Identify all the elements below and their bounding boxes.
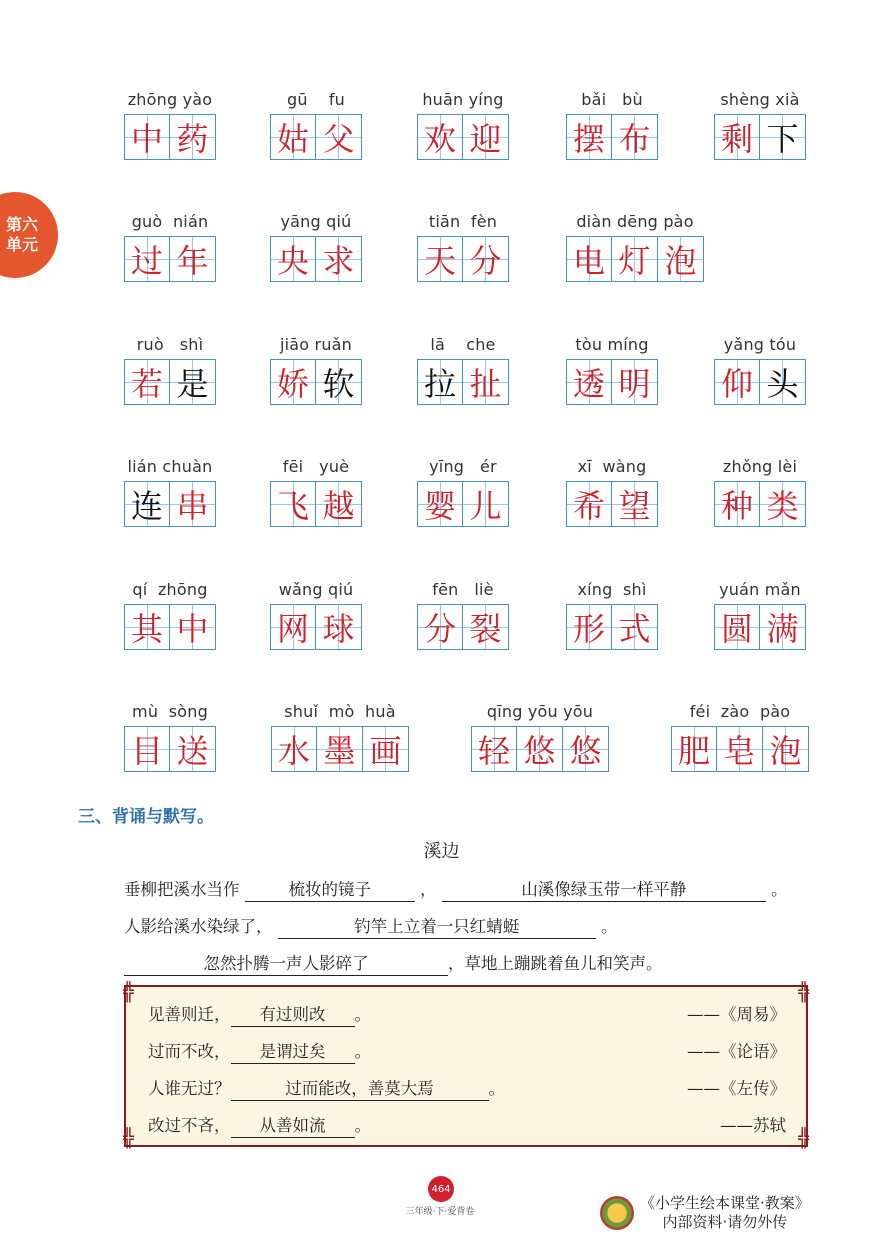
answer-blank: 梳妆的镜子 xyxy=(245,876,415,902)
character-cell: 头 xyxy=(760,359,806,405)
character-cell: 悠 xyxy=(517,726,563,772)
brand-line-2: 内部资料·请勿外传 xyxy=(662,1213,788,1231)
tianzige-cells xyxy=(714,359,806,405)
character-cell: 儿 xyxy=(463,481,509,527)
quote-text: 。 xyxy=(488,1079,505,1098)
character-cell: 剩 xyxy=(714,114,760,160)
pinyin: huān yíng xyxy=(422,90,504,109)
tianzige-cells xyxy=(566,604,658,650)
section-title-dot: 。 xyxy=(197,807,214,827)
pinyin: yǎng tóu xyxy=(723,335,797,354)
character-cell: 圆 xyxy=(714,604,760,650)
character-cell: 连 xyxy=(124,481,170,527)
pinyin: bǎi bù xyxy=(581,90,643,109)
vocab-word xyxy=(714,335,806,405)
pinyin: zhǒng lèi xyxy=(722,457,798,476)
corner-ornament-icon: ╬ xyxy=(123,1128,134,1149)
vocab-word xyxy=(417,90,509,160)
character-cell: 姑 xyxy=(270,114,316,160)
pinyin: jiāo ruǎn xyxy=(279,335,353,354)
tianzige-cells xyxy=(714,114,806,160)
answer-blank: 从善如流 xyxy=(231,1112,355,1138)
pinyin: xī wàng xyxy=(577,457,647,476)
tianzige-cells xyxy=(417,236,509,282)
character-cell: 婴 xyxy=(417,481,463,527)
pinyin: shèng xià xyxy=(720,90,800,109)
character-cell: 球 xyxy=(316,604,362,650)
pinyin: tòu míng xyxy=(575,335,649,354)
tianzige-cells xyxy=(270,114,362,160)
poem-text: ，草地上蹦跳着鱼儿和笑声。 xyxy=(448,954,663,973)
vocab-word xyxy=(566,335,658,405)
tianzige-cells xyxy=(270,359,362,405)
tianzige-cells xyxy=(471,726,609,772)
vocab-word xyxy=(124,580,216,650)
pinyin: lián chuàn xyxy=(127,457,213,476)
vocab-word xyxy=(270,90,362,160)
vocab-word xyxy=(124,457,216,527)
character-cell: 透 xyxy=(566,359,612,405)
quote-text: 人谁无过？ xyxy=(148,1079,231,1098)
tianzige-cells xyxy=(566,359,658,405)
character-cell: 串 xyxy=(170,481,216,527)
poem-text: 。 xyxy=(601,917,618,936)
vocab-word xyxy=(271,702,409,772)
quote-row xyxy=(148,1001,371,1027)
character-cell: 墨 xyxy=(317,726,363,772)
tianzige-cells xyxy=(417,359,509,405)
vocab-word xyxy=(270,212,362,282)
pinyin: gū fu xyxy=(286,90,345,109)
vocab-word xyxy=(124,335,216,405)
vocab-word xyxy=(270,580,362,650)
tianzige-cells xyxy=(417,114,509,160)
character-cell: 分 xyxy=(417,604,463,650)
character-cell: 式 xyxy=(612,604,658,650)
answer-blank: 有过则改 xyxy=(231,1001,355,1027)
vocab-word xyxy=(566,457,658,527)
poem-text: 。 xyxy=(771,880,788,899)
character-cell: 摆 xyxy=(566,114,612,160)
character-cell: 央 xyxy=(270,236,316,282)
poem-line-3 xyxy=(124,950,663,976)
pinyin: shuǐ mò huà xyxy=(284,702,396,721)
pinyin: fēi yuè xyxy=(282,457,350,476)
character-cell: 娇 xyxy=(270,359,316,405)
character-cell: 分 xyxy=(463,236,509,282)
tianzige-cells xyxy=(124,359,216,405)
character-cell: 软 xyxy=(316,359,362,405)
character-cell: 网 xyxy=(270,604,316,650)
tianzige-cells xyxy=(124,114,216,160)
character-cell: 扯 xyxy=(463,359,509,405)
character-cell: 仰 xyxy=(714,359,760,405)
vocab-word xyxy=(124,212,216,282)
footer-subtitle: 三年级·下·爱背卷 xyxy=(405,1207,475,1217)
tianzige-cells xyxy=(417,481,509,527)
poem-title: 溪边 xyxy=(423,841,460,862)
pinyin: yāng qiú xyxy=(280,212,352,231)
unit-tab xyxy=(0,192,58,278)
character-cell: 飞 xyxy=(270,481,316,527)
corner-ornament-icon: ╬ xyxy=(123,982,134,1003)
vocab-word xyxy=(270,335,362,405)
pinyin: yuán mǎn xyxy=(719,580,801,599)
quote-text: 改过不吝， xyxy=(148,1116,231,1135)
tianzige-cells xyxy=(714,604,806,650)
pinyin: xíng shì xyxy=(577,580,647,599)
answer-blank: 钓竿上立着一只红蜻蜓 xyxy=(278,913,596,939)
character-cell: 明 xyxy=(612,359,658,405)
pinyin: diàn dēng pào xyxy=(576,212,694,231)
poem-line-1 xyxy=(124,876,788,902)
character-cell: 中 xyxy=(170,604,216,650)
character-cell: 其 xyxy=(124,604,170,650)
character-cell: 画 xyxy=(363,726,409,772)
poem-text: 人影给溪水染绿了， xyxy=(124,917,273,936)
section-title xyxy=(78,802,214,827)
character-cell: 目 xyxy=(124,726,170,772)
tianzige-cells xyxy=(270,481,362,527)
character-cell: 肥 xyxy=(671,726,717,772)
vocab-word xyxy=(566,90,658,160)
quote-text: 见善则迁， xyxy=(148,1005,231,1024)
vocab-word xyxy=(566,580,658,650)
tianzige-cells xyxy=(270,604,362,650)
character-cell: 悠 xyxy=(563,726,609,772)
character-cell: 父 xyxy=(316,114,362,160)
vocab-word xyxy=(417,335,509,405)
character-cell: 望 xyxy=(612,481,658,527)
character-cell: 中 xyxy=(124,114,170,160)
character-cell: 裂 xyxy=(463,604,509,650)
character-cell: 迎 xyxy=(463,114,509,160)
pinyin: wǎng qiú xyxy=(278,580,354,599)
character-cell: 是 xyxy=(170,359,216,405)
pinyin: yīng ér xyxy=(429,457,497,476)
quote-text: 。 xyxy=(354,1042,371,1061)
character-cell: 过 xyxy=(124,236,170,282)
character-cell: 下 xyxy=(760,114,806,160)
tianzige-cells xyxy=(566,481,658,527)
poem-text: 垂柳把溪水当作 xyxy=(124,880,240,899)
vocab-word xyxy=(714,457,806,527)
answer-blank: 是谓过矣 xyxy=(231,1038,355,1064)
quote-text: 。 xyxy=(354,1116,371,1135)
character-cell: 灯 xyxy=(612,236,658,282)
character-cell: 越 xyxy=(316,481,362,527)
tianzige-cells xyxy=(124,236,216,282)
vocab-word xyxy=(566,212,704,282)
corner-ornament-icon: ╬ xyxy=(798,982,809,1003)
character-cell: 布 xyxy=(612,114,658,160)
pinyin: guò nián xyxy=(131,212,209,231)
character-cell: 类 xyxy=(760,481,806,527)
character-cell: 电 xyxy=(566,236,612,282)
pinyin: lā che xyxy=(430,335,496,354)
unit-tab-line1: 第六 xyxy=(5,215,38,234)
vocab-word xyxy=(124,90,216,160)
character-cell: 年 xyxy=(170,236,216,282)
character-cell: 药 xyxy=(170,114,216,160)
poem-line-2 xyxy=(124,913,618,939)
brand-line-1: 《小学生绘本课堂·教案》 xyxy=(640,1194,810,1212)
pinyin: qīng yōu yōu xyxy=(486,702,594,721)
character-cell: 欢 xyxy=(417,114,463,160)
vocab-word xyxy=(417,457,509,527)
quote-source: ——《论语》 xyxy=(687,1042,786,1061)
tianzige-cells xyxy=(714,481,806,527)
pinyin: féi zào pào xyxy=(689,702,791,721)
tianzige-cells xyxy=(124,604,216,650)
character-cell: 满 xyxy=(760,604,806,650)
poem-text: ， xyxy=(420,880,437,899)
logo-icon xyxy=(600,1196,634,1230)
quotes-box xyxy=(123,982,809,1149)
footer-brand xyxy=(640,1194,810,1232)
quote-row xyxy=(148,1112,371,1138)
quote-text: 。 xyxy=(354,1005,371,1024)
pinyin: zhōng yào xyxy=(127,90,213,109)
tianzige-cells xyxy=(124,726,216,772)
quote-source: ——苏轼 xyxy=(720,1116,786,1135)
answer-blank: 山溪像绿玉带一样平静 xyxy=(442,876,766,902)
vocab-word xyxy=(417,212,509,282)
character-cell: 轻 xyxy=(471,726,517,772)
vocab-word xyxy=(124,702,216,772)
character-cell: 拉 xyxy=(417,359,463,405)
vocab-word xyxy=(270,457,362,527)
quote-row xyxy=(148,1038,371,1064)
pinyin: mù sòng xyxy=(132,702,208,721)
character-cell: 若 xyxy=(124,359,170,405)
vocab-word xyxy=(471,702,609,772)
character-cell: 形 xyxy=(566,604,612,650)
answer-blank: 过而能改，善莫大焉 xyxy=(231,1075,489,1101)
pinyin: ruò shì xyxy=(136,335,204,354)
character-cell: 皂 xyxy=(717,726,763,772)
character-cell: 种 xyxy=(714,481,760,527)
tianzige-cells xyxy=(270,236,362,282)
corner-ornament-icon: ╬ xyxy=(798,1128,809,1149)
character-cell: 希 xyxy=(566,481,612,527)
quote-row xyxy=(148,1075,505,1101)
vocab-word xyxy=(417,580,509,650)
character-cell: 泡 xyxy=(763,726,809,772)
tianzige-cells xyxy=(566,236,704,282)
pinyin: tiān fèn xyxy=(428,212,498,231)
character-cell: 求 xyxy=(316,236,362,282)
unit-tab-line2: 单元 xyxy=(5,235,38,254)
tianzige-cells xyxy=(417,604,509,650)
vocab-word xyxy=(714,580,806,650)
page-number: 464 xyxy=(428,1176,454,1202)
answer-blank: 忽然扑腾一声人影碎了 xyxy=(124,950,448,976)
pinyin: fēn liè xyxy=(432,580,494,599)
tianzige-cells xyxy=(124,481,216,527)
quote-source: ——《左传》 xyxy=(687,1079,786,1098)
vocab-word xyxy=(714,90,806,160)
section-title-text: 三、背诵与默写 xyxy=(78,807,197,827)
tianzige-cells xyxy=(566,114,658,160)
quote-source: ——《周易》 xyxy=(687,1005,786,1024)
character-cell: 泡 xyxy=(658,236,704,282)
vocab-word xyxy=(671,702,809,772)
tianzige-cells xyxy=(671,726,809,772)
quote-text: 过而不改， xyxy=(148,1042,231,1061)
pinyin: qí zhōng xyxy=(132,580,208,599)
character-cell: 水 xyxy=(271,726,317,772)
character-cell: 送 xyxy=(170,726,216,772)
character-cell: 天 xyxy=(417,236,463,282)
tianzige-cells xyxy=(271,726,409,772)
